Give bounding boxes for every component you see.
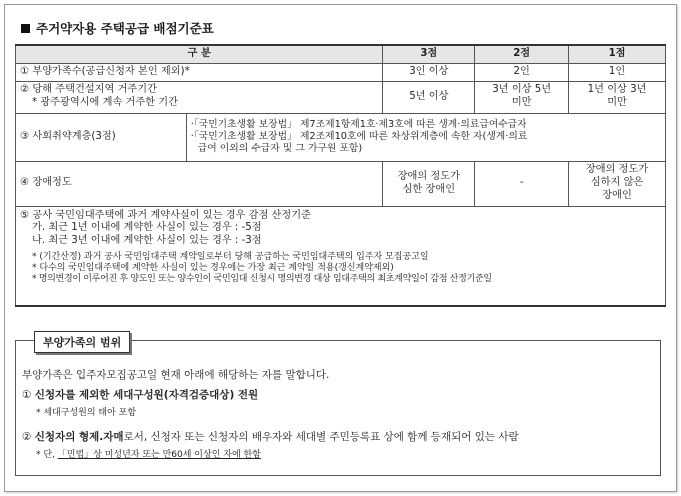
dependents-scope-box	[15, 336, 661, 476]
row1-3pt: 3인 이상	[383, 63, 475, 81]
header-category: 구 분	[16, 45, 383, 63]
row5-note3: * 명의변경이 이루어진 후 양도인 또는 양수인이 국민임대 신청시 명의변경 대상 임대주택의 최초계약일이 감점 산정기준일	[32, 274, 492, 285]
row4-1pt-line1: 장애의 정도가	[585, 164, 649, 176]
header-1pt: 1점	[569, 45, 666, 63]
header-3pt: 3점	[383, 45, 475, 63]
row3-label: ③ 사회취약계층(3점)	[16, 113, 187, 161]
row4-label: ④ 장애정도	[16, 161, 383, 206]
row3-bullet2a: ·「국민기초생활 보장법」 제2조제10호에 따른 차상위계층에 속한 자(생계·의료	[190, 130, 528, 142]
scope-item2-num: ②	[22, 431, 32, 443]
scope-tag: 부양가족의 범위	[34, 331, 130, 353]
row2-1pt-cell	[569, 81, 666, 113]
scope-intro: 부양가족은 입주자모집공고일 현재 아래에 해당하는 자를 말합니다.	[22, 369, 330, 381]
row1-label: ① 부양가족수(공급신청자 본인 제외)*	[16, 63, 383, 81]
row5-note1: * (기간산정) 과거 공사 국민임대주택 계약일로부터 당해 공급하는 국민임대주택의 입주자 모집공고일	[32, 251, 429, 262]
row3-bullet1: ·「국민기초생활 보장법」 제7조제1항제1호·제3호에 따른 생계·의료급여수급자	[190, 118, 527, 130]
row2-2pt-line2: 미만	[511, 97, 532, 108]
row4-2pt: -	[475, 161, 569, 206]
row3-content	[186, 113, 665, 161]
square-bullet-icon	[21, 24, 30, 33]
row2-2pt-line1: 3년 이상 5년	[492, 84, 552, 96]
row5-line1: 가. 최근 1년 이내에 계약한 사실이 있는 경우 : -5점	[32, 222, 262, 234]
row1-2pt: 2인	[475, 63, 569, 81]
scoring-table	[15, 44, 666, 307]
row5-content	[16, 206, 666, 306]
row5-note2: * 다수의 국민임대주택에 계약한 사실이 있는 경우에는 가장 최근 계약일 적용(갱신계약제외)	[32, 263, 394, 273]
row2-1pt-line2: 미만	[607, 97, 627, 108]
row2-note: * 광주광역시에 계속 거주한 기간	[32, 97, 178, 108]
row3-bullet2b: 급여 이외의 수급자 및 그 가구원 포함)	[197, 143, 363, 155]
row4-3pt-line2: 심한 장애인	[402, 183, 456, 195]
scope-item2-note-underlined: 「민법」상 미성년자 또는 만60세 이상인 자에 한함	[57, 450, 261, 460]
row4-1pt-cell	[569, 161, 666, 206]
row1-1pt: 1인	[569, 63, 666, 81]
table-row	[16, 63, 666, 81]
scope-item1-num: ①	[22, 389, 32, 401]
scope-item2	[22, 429, 519, 444]
row2-label: ② 당해 주택건설지역 거주기간	[20, 84, 157, 96]
row2-2pt-cell	[475, 81, 569, 113]
table-row	[16, 161, 666, 206]
row5-line2: 나. 최근 3년 이내에 계약한 사실이 있는 경우 : -3점	[32, 235, 262, 246]
scope-item1-note: * 세대구성원의 태아 포함	[36, 408, 137, 418]
scope-item2-note	[36, 447, 261, 460]
header-2pt: 2점	[475, 45, 569, 63]
row2-1pt-line1: 1년 이상 3년	[587, 84, 647, 96]
row2-label-cell	[16, 81, 383, 113]
table-row	[16, 113, 666, 161]
page-title-text: 주거약자용 주택공급 배점기준표	[36, 21, 214, 36]
table-row	[16, 206, 666, 306]
row4-3pt-line1: 장애의 정도가	[397, 170, 460, 182]
page-title	[21, 19, 214, 37]
row4-1pt-line2: 심하지 않은	[590, 177, 644, 189]
table-header-row	[16, 45, 666, 63]
row2-3pt: 5년 이상	[383, 81, 475, 113]
scope-item2-rest: 로서, 신청자 또는 신청자의 배우자와 세대별 주민등록표 상에 함께 등재되어 있는 사람	[123, 431, 519, 443]
table-row	[16, 81, 666, 113]
scope-item1-text: 신청자를 제외한 세대구성원(자격검증대상) 전원	[34, 389, 259, 401]
scope-item2-note-pre: * 단,	[36, 450, 58, 460]
row4-3pt-cell	[383, 161, 475, 206]
scope-item2-bold: 신청자의 형제.자매	[34, 431, 124, 443]
row4-1pt-line3: 장애인	[602, 189, 632, 201]
row5-label: ⑤ 공사 국민임대주택에 과거 계약사실이 있는 경우 감점 산정기준	[20, 209, 311, 221]
scope-item1	[22, 387, 258, 402]
